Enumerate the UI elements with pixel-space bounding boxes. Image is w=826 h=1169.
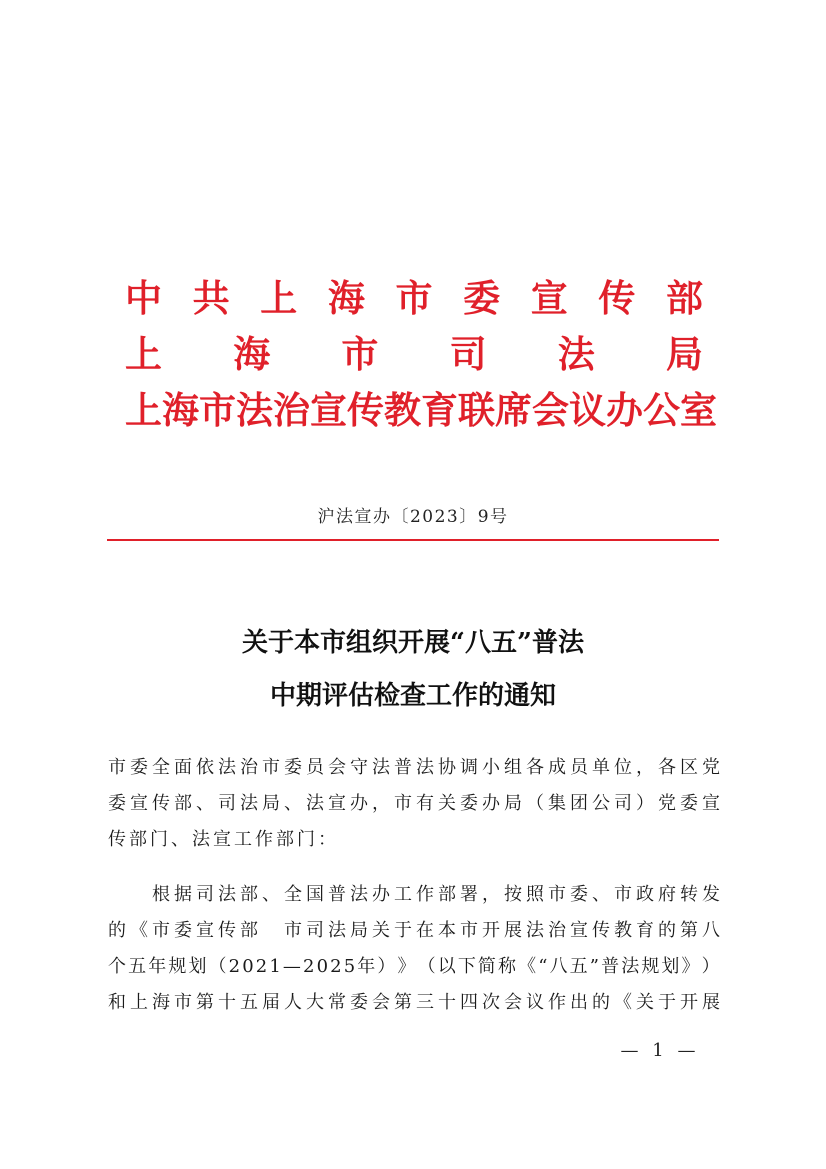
header-org-char: 部 [666,276,703,320]
text-line: 根 据 司 法 部 、 全 国 普 法 办 工 作 部 署 ， 按 照 市 委 、 市 政 府 转 发 [152,884,720,905]
header-org-char: 议 [569,388,606,432]
header-org-char: 中 [125,276,162,320]
header-org-char: 共 [192,276,230,320]
header-org-char: 海 [327,276,365,320]
header-org-char: 传 [598,276,636,320]
header-org-char: 局 [665,332,703,376]
header-org-char: 教 [384,388,421,432]
header-org-line-1 [125,273,703,323]
page-number: — 1 — [620,1040,700,1061]
header-org-char: 法 [557,332,595,376]
header-org-char: 宣 [310,388,347,432]
header-org-char: 海 [233,332,271,376]
text-line: 和 上 海 市 第 十 五 届 人 大 常 委 会 第 三 十 四 次 会 议 作 出 的 《 关 于 开 展 [108,992,720,1013]
header-org-char: 办 [606,388,643,432]
header-org-char: 公 [643,388,680,432]
header-org-char: 宣 [530,276,568,320]
header-org-char: 市 [395,276,433,320]
header-org-char: 席 [495,388,532,432]
header-org-char: 联 [458,388,495,432]
header-org-char: 上 [260,276,298,320]
header-org-char: 海 [162,388,199,432]
header-org-char: 上 [125,332,162,376]
document-number: 沪法宣办〔2023〕9号 [317,507,509,527]
salutation-paragraph [108,750,720,858]
header-org-char: 委 [463,276,501,320]
header-org-char: 市 [341,332,379,376]
text-line: 传部门、法宣工作部门： [108,829,339,850]
text-line: 市 委 全 面 依 法 治 市 委 员 会 守 法 普 法 协 调 小 组 各 成 员 单 位 ， 各 区 党 [108,757,720,778]
text-line: 委 宣 传 部 、 司 法 局 、 法 宣 办 ， 市 有 关 委 办 局 （ 集 团 公 司 ） 党 委 宣 [108,793,720,814]
notice-title-line-2: 中期评估检查工作的通知 [269,681,556,711]
header-org-line-2 [125,329,703,379]
header-org-char: 育 [421,388,458,432]
header-org-char: 治 [273,388,310,432]
header-org-char: 司 [449,332,487,376]
notice-title-line-1: 关于本市组织开展“八五”普法 [242,628,584,658]
header-org-char: 市 [199,388,236,432]
header-org-line-3 [125,385,717,435]
header-org-char: 会 [532,388,569,432]
text-line: 的 《 市 委 宣 传 部 市 司 法 局 关 于 在 本 市 开 展 法 治 宣 传 教 育 的 第 八 [108,920,720,941]
text-line: 个 五 年 规 划 （ 2 0 2 1 — 2 0 2 5 年 ） 》 （ 以 下 简 称 《 “ 八 五 ” 普 法 规 划 》 ） [108,956,720,977]
body-paragraph [108,877,720,1021]
header-org-char: 传 [347,388,384,432]
red-divider-line [107,539,719,541]
header-org-char: 上 [125,388,162,432]
header-org-char: 法 [236,388,273,432]
header-org-char: 室 [680,388,717,432]
